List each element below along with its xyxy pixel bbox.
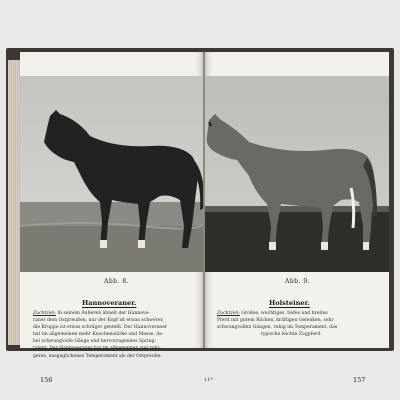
text-line: raner dem Ostpreußen, nur der Kopf ist etwas schwerer, (33, 318, 164, 324)
breed-description (217, 310, 379, 338)
breed-title: Holsteiner. (269, 299, 310, 307)
right-page (204, 52, 389, 384)
figure-caption: Abb. 8. (104, 278, 130, 285)
text-line: typische leichte Zugpferd. (261, 332, 322, 338)
text-line: die Kruppe ist etwas schräger gestellt. Der Hannoveraner (33, 325, 168, 331)
text-line: bei schwungvolle Gänge und hervorragendes Spring- (33, 339, 156, 345)
text-line: talent. Der Hannoveraner hat im allgemeinen viel ruhi- (33, 346, 161, 352)
breed-title: Hannoveraner. (82, 299, 137, 307)
page-edges (8, 60, 20, 345)
text-line: In seinem Äußeren ähnelt der Hannove- (57, 311, 150, 316)
text-line: schwungvollen Gängen, ruhig im Temperament, das (217, 325, 338, 331)
text-line: Pferd mit gutem Rücken, kräftigen Gelenken, sehr (217, 318, 334, 324)
page-number: 157 (353, 376, 366, 384)
text-line: hat im allgemeinen mehr Knochenstärke und Masse, da- (33, 332, 164, 338)
text-line: geres, ausgeglichenes Temperament als der Ostpreuße. (33, 353, 162, 359)
zuchtziel-label: Zuchtziel: (33, 311, 56, 316)
breed-description (33, 310, 193, 360)
zuchtziel-label: Zuchtziel: (217, 311, 240, 316)
figure-caption: Abb. 9. (285, 278, 311, 285)
printer-signature: 11* (204, 377, 213, 383)
text-line: Großes, wuchtiges, tiefes und breites (241, 311, 328, 316)
horse-photo-holsteiner (205, 76, 389, 272)
page-number: 156 (40, 376, 53, 384)
left-page (20, 52, 203, 384)
horse-photo-hannoveraner (20, 76, 203, 272)
